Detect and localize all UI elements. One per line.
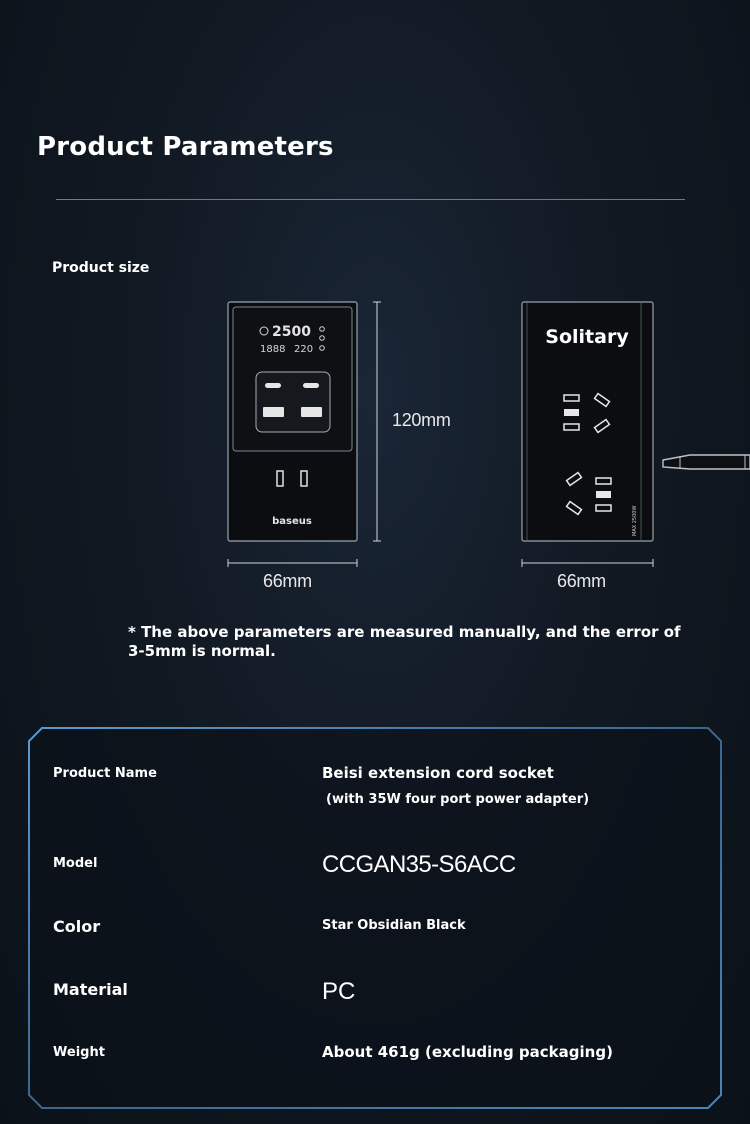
display-power-readout: 2500 xyxy=(272,324,311,340)
param-value-color: Star Obsidian Black xyxy=(322,918,466,933)
front-width-dimension: 66mm xyxy=(263,571,312,591)
max-rating-label: MAX 2500W xyxy=(632,505,638,536)
param-value-product-name: Beisi extension cord socket xyxy=(322,764,554,782)
param-label-material: Material xyxy=(53,980,128,999)
display-left-readout: 1888 xyxy=(260,344,286,355)
height-dimension: 120mm xyxy=(392,410,451,430)
display-right-readout: 220 xyxy=(294,344,314,355)
param-value-product-name-detail: (with 35W four port power adapter) xyxy=(326,792,590,807)
title-divider xyxy=(56,199,685,200)
param-value-weight: About 461g (excluding packaging) xyxy=(322,1043,613,1061)
page-title: Product Parameters xyxy=(37,132,334,162)
brand-logo: baseus xyxy=(272,516,312,527)
param-value-model: CCGAN35-S6ACC xyxy=(322,851,516,878)
param-label-model: Model xyxy=(53,856,98,871)
measurement-note: * The above parameters are measured manually, and the error of 3-5mm is normal. xyxy=(128,623,681,660)
side-view-diagram xyxy=(515,295,750,575)
param-value-material: PC xyxy=(322,978,356,1005)
param-label-product-name: Product Name xyxy=(53,766,157,781)
side-width-dimension: 66mm xyxy=(557,571,606,591)
side-label-solitary: Solitary xyxy=(545,326,629,348)
param-label-weight: Weight xyxy=(53,1045,105,1060)
param-label-color: Color xyxy=(53,917,101,936)
product-size-label: Product size xyxy=(52,260,150,276)
front-view-diagram xyxy=(220,295,390,595)
